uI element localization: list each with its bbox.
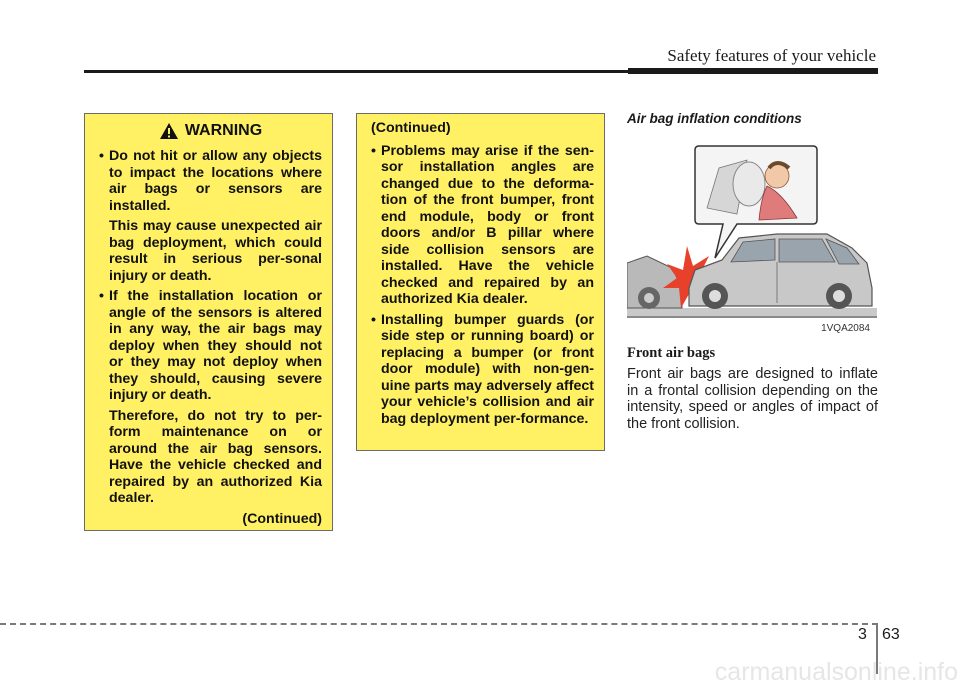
bullet: •	[99, 148, 104, 164]
header-rule-accent	[628, 68, 878, 74]
watermark: carmanualsonline.info	[714, 658, 958, 686]
warning-item	[371, 312, 594, 428]
warning-item-text: Do not hit or allow any objects to impact the locations where air bags or sensors are installed.	[109, 148, 322, 214]
warning-item-text: If the installation location or angle of the sensors is altered in any way, the air bags may deploy when they should not or they may not deploy when they should, causing severe injury or death.	[109, 288, 322, 403]
page-number: 63	[882, 626, 900, 643]
warning-item	[99, 148, 322, 214]
collision-drawing	[627, 138, 877, 336]
section-title: Air bag inflation conditions	[627, 111, 802, 126]
bullet: •	[371, 311, 376, 328]
footer-rule	[0, 623, 878, 625]
front-collision-illustration	[627, 138, 877, 336]
warning-triangle-icon	[159, 122, 179, 140]
warning-item	[371, 143, 594, 308]
continued-heading: (Continued)	[371, 120, 451, 136]
chapter-number: 3	[858, 626, 867, 643]
page-header-title: Safety features of your vehicle	[667, 46, 876, 65]
continued-label: (Continued)	[242, 510, 322, 527]
warning-box	[84, 113, 333, 531]
bullet: •	[371, 142, 376, 159]
continued-warning-box	[356, 113, 605, 451]
warning-note: Therefore, do not try to per-form maintenance on or around the air bag sensors. Have the vehicle checked and repaired by an authorized Kia dealer.	[109, 407, 322, 506]
warning-heading	[99, 122, 322, 140]
warning-note: This may cause unexpected air bag deployment, which could result in serious per-sonal injury or death.	[109, 218, 322, 284]
sub-heading: Front air bags	[627, 345, 716, 361]
warning-item-text: Installing bumper guards (or side step or running board) or replacing a bumper (or front door module) with non-gen-uine parts may adversely affect your vehicle’s collision and air bag deployment per-formance.	[381, 311, 594, 427]
warning-item	[99, 288, 322, 404]
body-paragraph: Front air bags are designed to inflate in a frontal collision depending on the intensity, speed or angles of impact of the front collision.	[627, 366, 878, 432]
warning-heading-label: WARNING	[184, 121, 263, 139]
bullet: •	[99, 288, 104, 304]
warning-item-text: Problems may arise if the sen-sor installation angles are changed due to the deforma-tion of the front bumper, front end module, body or front doors and/or B pillar where side collision sensors are installed. Have the vehicle checked and repaired by an authorized Kia dealer.	[381, 142, 594, 307]
figure-code: 1VQA2084	[818, 323, 873, 334]
